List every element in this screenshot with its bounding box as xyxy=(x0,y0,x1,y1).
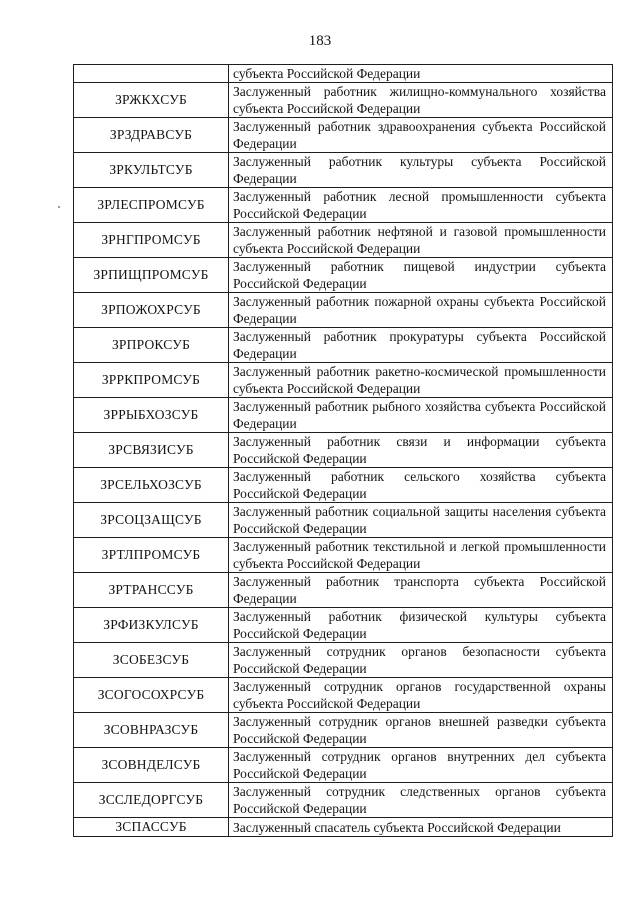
table-row xyxy=(74,538,613,573)
table-row xyxy=(74,188,613,223)
code-cell: ЗРКУЛЬТСУБ xyxy=(74,153,229,188)
table-row xyxy=(74,293,613,328)
description-cell: Заслуженный работник транспорта субъекта Российской Федерации xyxy=(229,573,613,608)
code-cell: ЗСОБЕЗСУБ xyxy=(74,643,229,678)
description-cell: Заслуженный сотрудник следственных органов субъекта Российской Федерации xyxy=(229,783,613,818)
table-row xyxy=(74,118,613,153)
scan-speck xyxy=(58,206,60,208)
table-row xyxy=(74,83,613,118)
description-cell: Заслуженный работник нефтяной и газовой промышленности субъекта Российской Федерации xyxy=(229,223,613,258)
code-cell: ЗРЛЕСПРОМСУБ xyxy=(74,188,229,223)
table-row xyxy=(74,223,613,258)
code-cell: ЗРРКПРОМСУБ xyxy=(74,363,229,398)
code-cell: ЗРТЛПРОМСУБ xyxy=(74,538,229,573)
code-cell: ЗРНГПРОМСУБ xyxy=(74,223,229,258)
table-row xyxy=(74,573,613,608)
table-row xyxy=(74,398,613,433)
description-cell: Заслуженный работник физической культуры субъекта Российской Федерации xyxy=(229,608,613,643)
code-cell: ЗРТРАНССУБ xyxy=(74,573,229,608)
description-cell: Заслуженный работник пожарной охраны субъекта Российской Федерации xyxy=(229,293,613,328)
description-cell: Заслуженный работник сельского хозяйства субъекта Российской Федерации xyxy=(229,468,613,503)
description-cell: Заслуженный спасатель субъекта Российской Федерации xyxy=(229,818,613,837)
description-cell: Заслуженный работник пищевой индустрии субъекта Российской Федерации xyxy=(229,258,613,293)
description-cell: Заслуженный работник здравоохранения субъекта Российской Федерации xyxy=(229,118,613,153)
code-cell: ЗСПАССУБ xyxy=(74,818,229,837)
table-row xyxy=(74,818,613,837)
description-cell: Заслуженный работник ракетно-космической промышленности субъекта Российской Федерации xyxy=(229,363,613,398)
description-cell: Заслуженный сотрудник органов государственной охраны субъекта Российской Федерации xyxy=(229,678,613,713)
description-cell: Заслуженный работник лесной промышленности субъекта Российской Федерации xyxy=(229,188,613,223)
description-cell: Заслуженный работник текстильной и легкой промышленности субъекта Российской Федерации xyxy=(229,538,613,573)
table-row xyxy=(74,748,613,783)
code-cell: ЗРСОЦЗАЩСУБ xyxy=(74,503,229,538)
code-cell: ЗРСЕЛЬХОЗСУБ xyxy=(74,468,229,503)
code-cell: ЗРПОЖОХРСУБ xyxy=(74,293,229,328)
code-cell: ЗРПРОКСУБ xyxy=(74,328,229,363)
table-row-continuation xyxy=(74,65,613,83)
description-cell: Заслуженный работник рыбного хозяйства субъекта Российской Федерации xyxy=(229,398,613,433)
code-cell: ЗРЗДРАВСУБ xyxy=(74,118,229,153)
description-cell: Заслуженный сотрудник органов внешней разведки субъекта Российской Федерации xyxy=(229,713,613,748)
table-row xyxy=(74,153,613,188)
description-cell: Заслуженный сотрудник органов внутренних дел субъекта Российской Федерации xyxy=(229,748,613,783)
table-row xyxy=(74,678,613,713)
table-row xyxy=(74,258,613,293)
description-cell: субъекта Российской Федерации xyxy=(229,65,613,83)
table-row xyxy=(74,468,613,503)
table-row xyxy=(74,713,613,748)
code-cell: ЗСОГОСОХРСУБ xyxy=(74,678,229,713)
code-cell: ЗРРЫБХОЗСУБ xyxy=(74,398,229,433)
code-cell: ЗСОВНДЕЛСУБ xyxy=(74,748,229,783)
description-cell: Заслуженный работник жилищно-коммунального хозяйства субъекта Российской Федерации xyxy=(229,83,613,118)
description-cell: Заслуженный работник связи и информации субъекта Российской Федерации xyxy=(229,433,613,468)
code-cell: ЗСОВНРАЗСУБ xyxy=(74,713,229,748)
code-cell: ЗРПИЩПРОМСУБ xyxy=(74,258,229,293)
decorations-table xyxy=(73,64,613,837)
code-cell: ЗРФИЗКУЛСУБ xyxy=(74,608,229,643)
page-number: 183 xyxy=(308,33,332,49)
table-row xyxy=(74,363,613,398)
table-row xyxy=(74,783,613,818)
table-row xyxy=(74,608,613,643)
table-row xyxy=(74,328,613,363)
table-row xyxy=(74,503,613,538)
description-cell: Заслуженный работник культуры субъекта Российской Федерации xyxy=(229,153,613,188)
description-cell: Заслуженный работник социальной защиты населения субъекта Российской Федерации xyxy=(229,503,613,538)
code-cell-empty xyxy=(74,65,229,83)
table-row xyxy=(74,643,613,678)
code-cell: ЗРСВЯЗИСУБ xyxy=(74,433,229,468)
code-cell: ЗРЖКХСУБ xyxy=(74,83,229,118)
description-cell: Заслуженный работник прокуратуры субъекта Российской Федерации xyxy=(229,328,613,363)
code-cell: ЗССЛЕДОРГСУБ xyxy=(74,783,229,818)
description-cell: Заслуженный сотрудник органов безопасности субъекта Российской Федерации xyxy=(229,643,613,678)
table-row xyxy=(74,433,613,468)
